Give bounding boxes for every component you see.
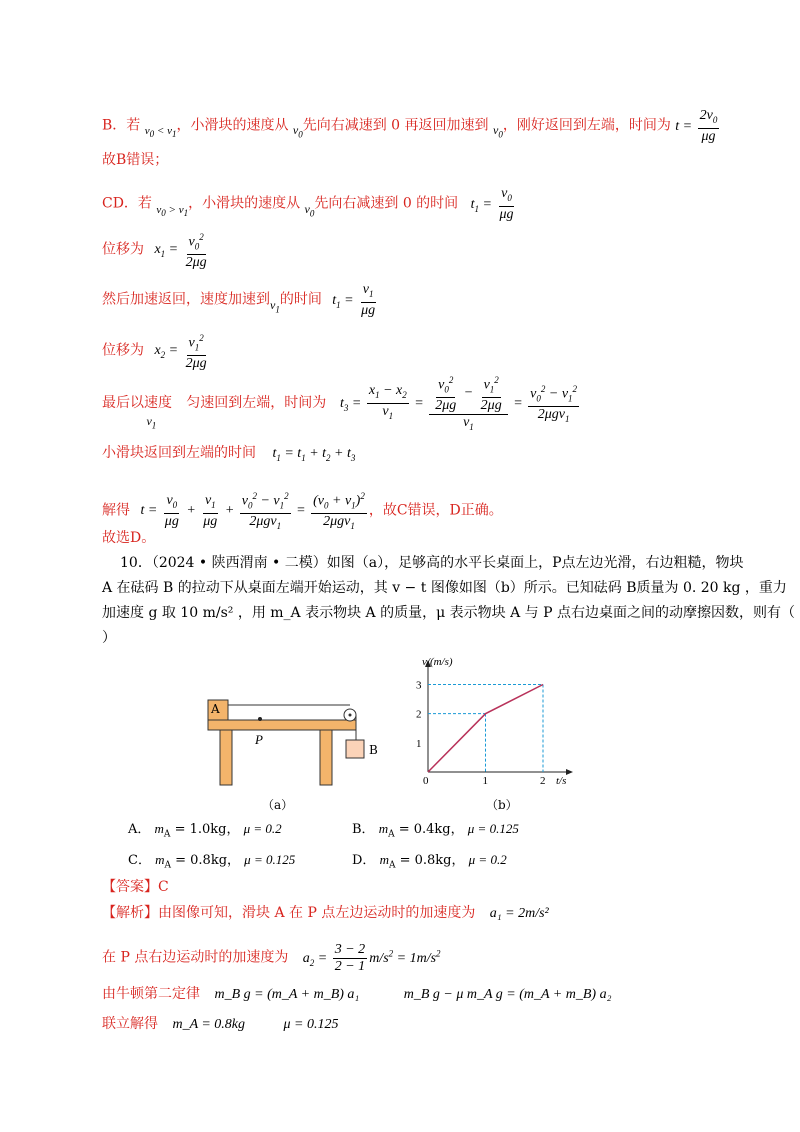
displacement-1-line: 位移为 $x_1$ = $\frac{v_0^2}{2\mu g}$ [102, 229, 211, 271]
analysis-line-4: 联立解得 m_A = 0.8kg μ = 0.125 [102, 1016, 339, 1032]
origin-label: 0 [423, 775, 429, 785]
q10-line-1: 10．（2024 • 陕西渭南 • 二模）如图（a），足够高的水平长桌面上，P点左边光滑，右边粗糙，物块 [120, 555, 744, 571]
solve-line: 解得 t = $\frac{v_0}{\mu g}$ + $\frac{v_1}{\mu g}$ + $\frac{v_0^2 - v_1^2}{2\mu gv_1}$ = $\frac{(v_0 + v_1)^2}{2\mu gv_1}$ ，故C错误，D正确。 [102, 488, 503, 534]
x-tick-1: 1 [482, 775, 488, 785]
option-cd-line: CD．若 $_{v_0 > v_1}$，小滑块的速度从 $v_0$先向右减速到 0 的时间 $t_1$ = $\frac{v_0}{\mu g}$ [102, 186, 518, 223]
option-c: C． $m_A = 0.8kg$， μ = 0.125 [128, 852, 296, 871]
x-axis-arrow [566, 769, 573, 775]
y-axis-label: v/(m/s) [422, 656, 453, 668]
weight-b-label: B [369, 743, 378, 757]
y-tick-2: 2 [416, 708, 422, 721]
answer-line: 【答案】C [102, 879, 169, 895]
point-p-label: P [255, 732, 263, 747]
caption-a: （a） [262, 798, 294, 812]
figure-b-chart [400, 655, 575, 785]
x-axis-label: t/s [556, 775, 567, 785]
x-tick-2: 2 [540, 775, 546, 785]
option-b-conclusion: 故B错误； [102, 152, 169, 168]
option-b-line: B．若 $_{v_0 < v_1}$，小滑块的速度从 $v_0$先向右减速到 0 再返回加速到 $v_0$，刚好返回到左端，时间为 t = $\frac{2v_0}{\mu g}$ [102, 108, 721, 145]
block-a-label: A [211, 702, 220, 716]
choice-answer-9: 故选D。 [102, 530, 156, 546]
weight-b [346, 740, 364, 758]
option-b: B． $m_A = 0.4kg$， μ = 0.125 [352, 821, 519, 840]
return-line: 然后加速返回，速度加速到$v_1$的时间 $t_1$ = $\frac{v_1}{\mu g}$ [102, 282, 379, 319]
analysis-line-2: 在 P 点右边运动时的加速度为 $a_2$ = $\frac{3 - 2}{2 - 1}$ $m/s^2 = 1m/s^2$ [102, 942, 441, 974]
point-p [258, 717, 262, 721]
math-x2: $x_2$ = $\frac{v_1^2}{2\mu g}$ [154, 343, 210, 358]
figure-a-table [200, 695, 370, 790]
math-t1-return: $t_1$ = $\frac{v_1}{\mu g}$ [332, 282, 376, 318]
math-t1: $t_1$ = $\frac{v_0}{\mu g}$ [470, 186, 514, 222]
q10-line-4: ） [102, 630, 116, 646]
y-tick-1: 1 [416, 737, 422, 750]
option-b-lead: B．若 [102, 117, 141, 134]
q10-line-3: 加速度 g 取 10 m/s² ，用 m_A 表示物块 A 的质量，μ 表示物块 A 与 P 点右边桌面之间的动摩擦因数，则有（ [102, 605, 795, 621]
total-time-line: 小滑块返回到左端的时间 $t_1 = t_1 + t_2 + t_3$ [102, 445, 356, 463]
y-tick-3: 3 [416, 679, 422, 692]
last-line: 最后以速度 $v_1$匀速回到左端，时间为 [102, 395, 327, 431]
displacement-2-line: 位移为 $x_2$ = $\frac{v_1^2}{2\mu g}$ [102, 330, 211, 372]
analysis-line-3: 由牛顿第二定律 m_B g = (m_A + m_B) a₁ m_B g − μ m_A g = (m_A + m_B) a₂ [102, 986, 612, 1002]
q10-line-2: A 在砝码 B 的拉动下从桌面左端开始运动，其 v − t 图像如图（b）所示。已知砝码 B质量为 0. 20 kg ，重力 [102, 580, 787, 596]
option-d: D． $m_A = 0.8kg$， μ = 0.2 [352, 852, 507, 871]
math-condition: v0 < v1 [144, 124, 177, 139]
math-x1: $x_1$ = $\frac{v_0^2}{2\mu g}$ [154, 242, 210, 257]
option-a: A． $m_A = 1.0kg$， μ = 0.2 [128, 821, 282, 840]
math-t3: $t_3$ = $\frac{x_1 - x_2}{v_1}$ = $\frac{v_0^2}{2\mu g}$ − $\frac{v_1^2}{2\mu g}$ $v_1$ = $\frac{v_0^2 - v_1^2}{2\mu gv_1}$ [340, 372, 581, 435]
math-time-formula: t = $\frac{2v_0}{\mu g}$ [675, 108, 718, 144]
analysis-line-1: 【解析】由图像可知，滑块 A 在 P 点左边运动时的加速度为 a₁ = 2m/s² [102, 905, 549, 921]
caption-b: （b） [486, 798, 518, 812]
